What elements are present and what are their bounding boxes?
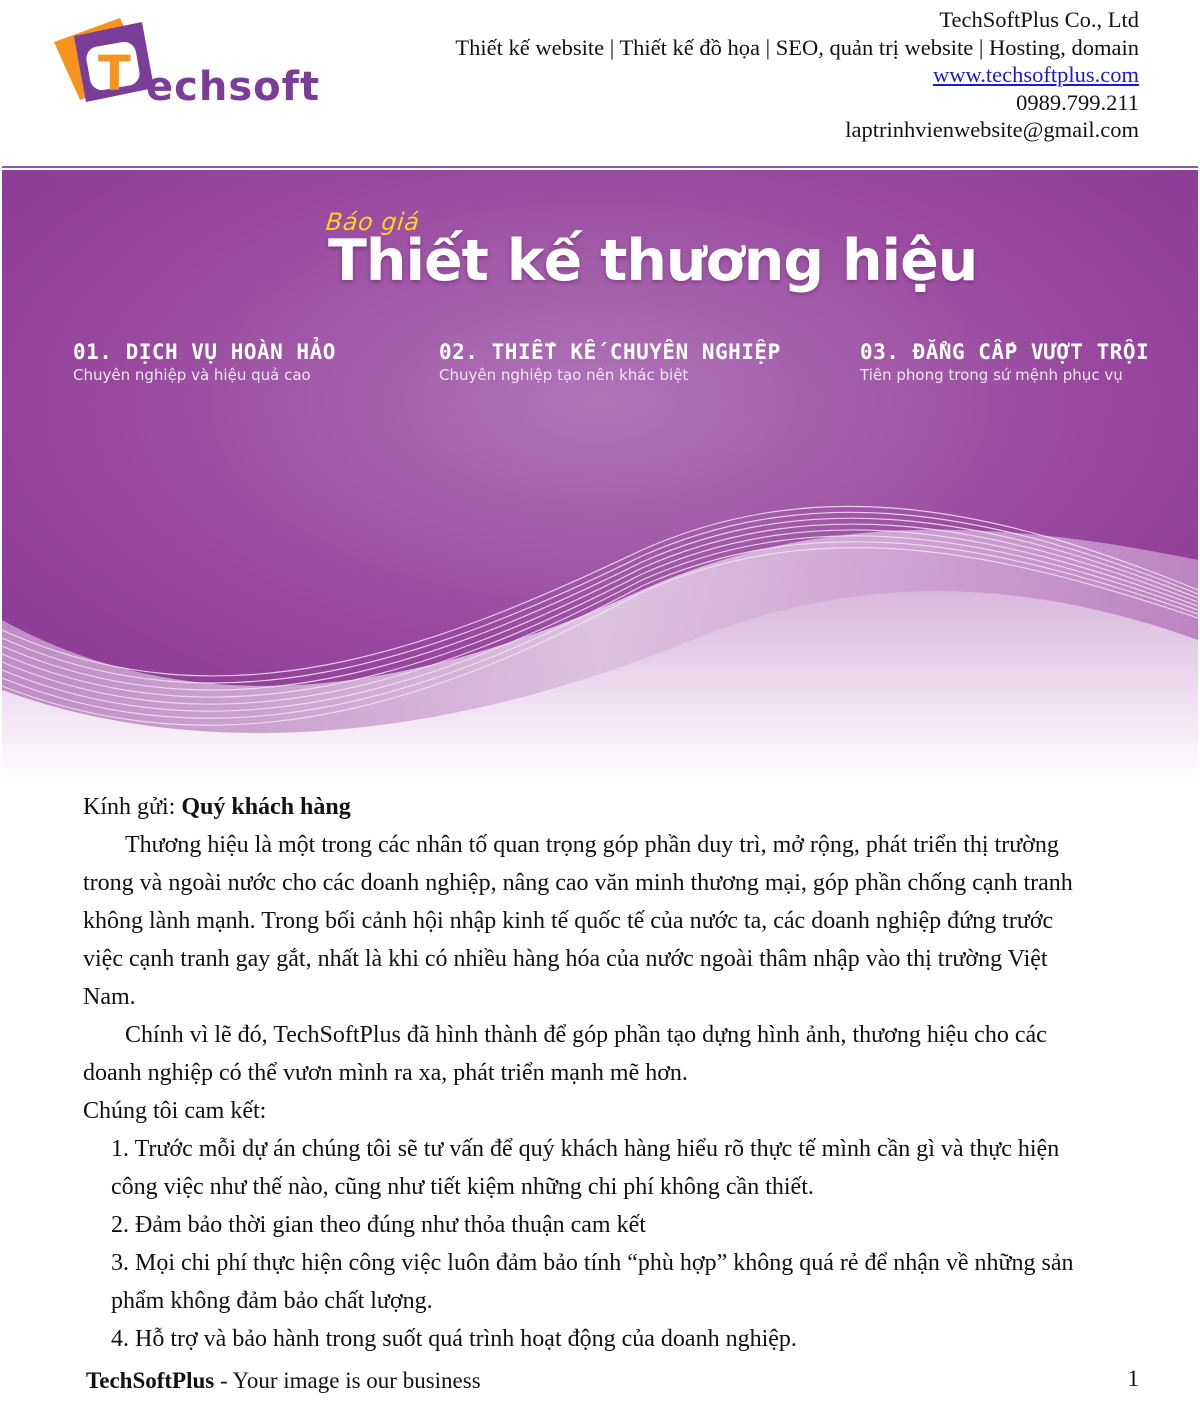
commitment-item: 1. Trước mỗi dự án chúng tôi sẽ tư vấn để quý khách hàng hiểu rõ thực tế mình cần gì và thực hiện công việc như thế nào, cũng như tiết kiệm những chi phí không cần thiết. (111, 1136, 1060, 1200)
greeting-recipient: Quý khách hàng (181, 794, 351, 820)
page-footer (86, 1368, 481, 1394)
banner-title: Thiết kế thương hiệu (328, 228, 978, 294)
commitment-item: 4. Hỗ trợ và bảo hành trong suốt quá trình hoạt động của doanh nghiệp. (111, 1326, 797, 1352)
greeting (83, 788, 1083, 826)
footer-tagline: - Your image is our business (214, 1368, 481, 1393)
contact-block (455, 6, 1139, 144)
feature-subtitle: Chuyên nghiệp tạo nên khác biệt (439, 366, 689, 384)
email-address: laptrinhvienwebsite@gmail.com (845, 117, 1139, 142)
techsoft-logo (50, 14, 370, 114)
feature-heading: 01. DỊCH VỤ HOÀN HẢO (73, 340, 336, 364)
footer-brand: TechSoftPlus (86, 1368, 215, 1393)
feature-1 (73, 340, 336, 384)
commitment-item: 3. Mọi chi phí thực hiện công việc luôn đảm bảo tính “phù hợp” không quá rẻ để nhận về những sản phẩm không đảm bảo chất lượng. (111, 1250, 1074, 1314)
page-number: 1 (1127, 1366, 1139, 1391)
feature-subtitle: Tiên phong trong sứ mệnh phục vụ (860, 366, 1123, 384)
phone-number: 0989.799.211 (1016, 89, 1139, 115)
commitment-item: 2. Đảm bảo thời gian theo đúng như thỏa thuận cam kết (111, 1212, 646, 1238)
header-divider (2, 166, 1198, 168)
website-link[interactable]: www.techsoftplus.com (932, 62, 1139, 87)
logo-wordmark: echsoft (146, 64, 321, 110)
intro-paragraph: Thương hiệu là một trong các nhân tố quan trọng góp phần duy trì, mở rộng, phát triển thị trường trong và ngoài nước cho các doanh nghiệp, nâng cao văn minh thương mại, góp phần chống cạnh tranh không lành mạnh. Trong bối cảnh hội nhập kinh tế quốc tế của nước ta, các doanh nghiệp đứng trước việc cạnh tranh gay gắt, nhất là khi có nhiều hàng hóa của nước ngoài thâm nhập vào thị trường Việt Nam. (83, 832, 1073, 1010)
letter-body (83, 788, 1083, 1358)
greeting-prefix: Kính gửi: (83, 794, 182, 820)
feature-2 (439, 340, 781, 384)
feature-subtitle: Chuyên nghiệp và hiệu quả cao (73, 366, 311, 384)
banner-kicker: Báo giá (324, 208, 422, 236)
feature-heading: 02. THIẾT KẾ CHUYÊN NGHIỆP (439, 340, 781, 364)
services-line: Thiết kế website | Thiết kế đồ họa | SEO, quản trị website | Hosting, domain (455, 34, 1139, 60)
mission-paragraph: Chính vì lẽ đó, TechSoftPlus đã hình thành để góp phần tạo dựng hình ảnh, thương hiệu cho các doanh nghiệp có thể vươn mình ra xa, phát triển mạnh mẽ hơn. (83, 1022, 1047, 1086)
commitment-intro: Chúng tôi cam kết: (83, 1098, 267, 1124)
company-name: TechSoftPlus Co., Ltd (939, 7, 1139, 32)
logo-letter-t: T (98, 46, 131, 102)
hero-banner (2, 170, 1198, 782)
feature-heading: 03. ĐẲNG CẤP VƯỢT TRỘI (860, 340, 1150, 364)
feature-3 (860, 340, 1149, 384)
